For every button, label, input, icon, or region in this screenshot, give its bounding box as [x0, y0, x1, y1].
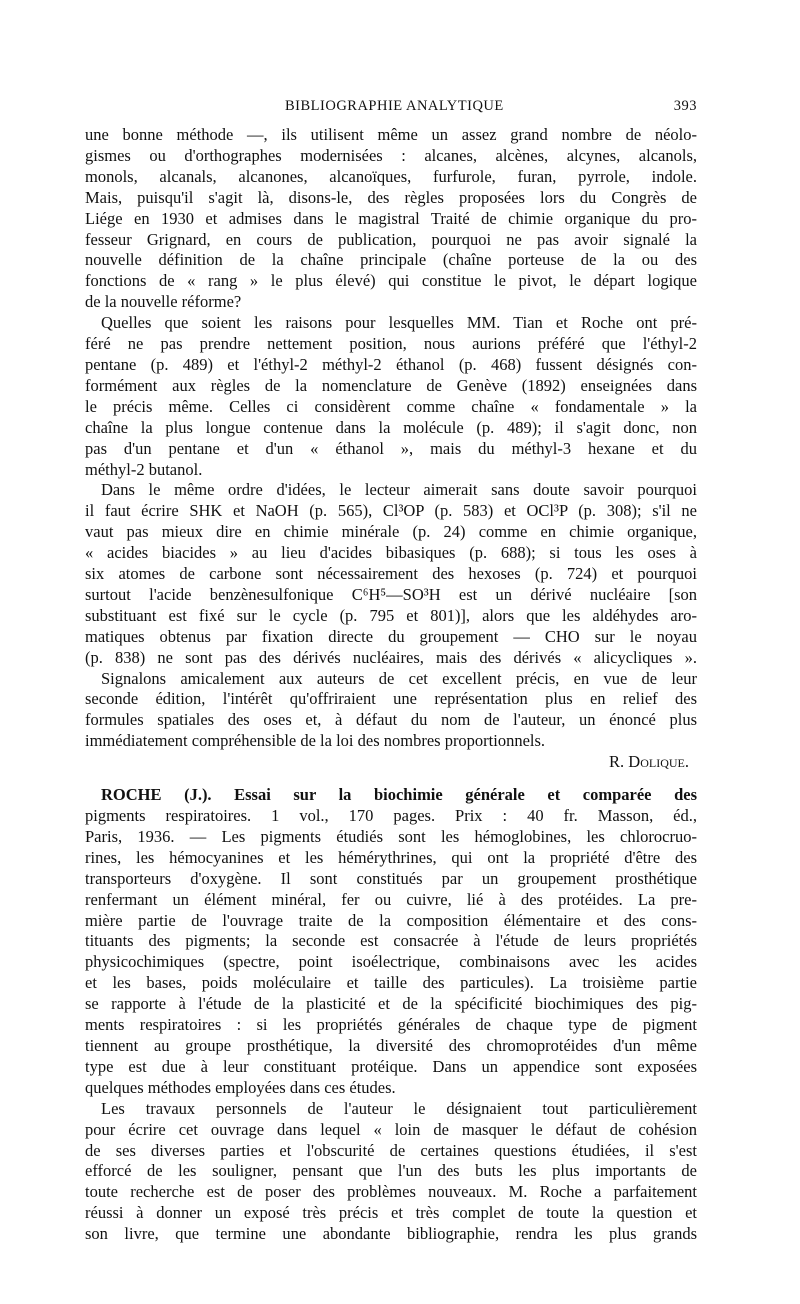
text-line: de la nouvelle réforme? — [85, 292, 242, 312]
text-line: son livre, que termine une abondante bibliographie, rendra les plus grands — [85, 1224, 697, 1244]
reviewer-signature: R. Dolique. — [609, 752, 689, 772]
text-line: six atomes de carbone sont nécessairement des hexoses (p. 724) et pourquoi — [85, 564, 697, 584]
text-line: fesseur Grignard, en cours de publication, pourquoi ne pas avoir signalé la — [85, 229, 697, 249]
text-line: se rapporte à l'étude de la plasticité et de la spécificité biochimiques des pig- — [85, 994, 697, 1014]
text-line: quelques méthodes employées dans ces études. — [85, 1077, 396, 1097]
text-line: pigments respiratoires. 1 vol., 170 pages. Prix : 40 fr. Masson, éd., — [85, 806, 697, 825]
text-line: formément aux règles de la nomenclature de Genève (1892) enseignées dans — [85, 375, 697, 395]
text-line: transporteurs d'oxygène. Il sont constitués par un groupement prosthétique — [85, 868, 697, 888]
text-line: Paris, 1936. — Les pigments étudiés sont les hémoglobines, les chlorocruo- — [85, 826, 697, 846]
text-line: mière partie de l'ouvrage traite de la composition élémentaire et des cons- — [85, 910, 697, 930]
text-line: physicochimiques (spectre, point isoélectrique, combinaisons avec les acides — [85, 952, 697, 972]
text-line: substituant est fixé sur le cycle (p. 795 et 801)], alors que les aldéhydes aro- — [85, 605, 697, 625]
text-line: Mais, puisqu'il s'agit là, disons-le, des règles proposées lors du Congrès de — [85, 187, 697, 207]
text-line: chaîne la plus longue contenue dans la molécule (p. 489); il s'agit donc, non — [85, 417, 697, 437]
text-line: pas d'un pentane et d'un « éthanol », mais du méthyl-3 hexane et du — [85, 438, 697, 458]
text-line: Quelles que soient les raisons pour lesquelles MM. Tian et Roche ont pré- — [101, 313, 697, 333]
text-line: Dans le même ordre d'idées, le lecteur aimerait sans doute savoir pourquoi — [101, 480, 697, 500]
text-line: le précis même. Celles ci considèrent comme chaîne « fondamentale » la — [85, 396, 697, 416]
text-line: « acides biacides » au lieu d'acides bibasiques (p. 688); si tous les oses à — [85, 543, 697, 563]
text-line: vaut pas mieux dire en chimie minérale (p. 24) comme en chimie organique, — [85, 522, 697, 542]
text-line: toute recherche est de poser des problèmes nouveaux. M. Roche a parfaitement — [85, 1182, 697, 1202]
text-line: il faut écrire SHK et NaOH (p. 565), Cl³OP (p. 583) et OCl³P (p. 308); s'il ne — [85, 501, 697, 521]
text-line: type est due à leur constituant protéique. Dans un appendice sont exposées — [85, 1056, 697, 1076]
text-line: immédiatement compréhensible de la loi des nombres proportionnels. — [85, 731, 546, 751]
text-line: réussi à donner un exposé très précis et très complet de toute la question et — [85, 1203, 697, 1223]
text-line: pentane (p. 489) et l'éthyl-2 méthyl-2 éthanol (p. 468) fussent désignés con- — [85, 354, 697, 374]
text-line: seconde édition, l'intérêt qu'offriraient une représentation plus en relief des — [85, 689, 697, 709]
text-line: formules spatiales des oses et, à défaut du nom de l'auteur, un énoncé plus — [85, 710, 697, 730]
review-heading: ROCHE (J.). Essai sur la biochimie générale et comparée des — [101, 785, 697, 805]
text-line: fonctions de « rang » le plus élevé) qui constitue le pivot, le départ logique — [85, 271, 697, 291]
text-line: Signalons amicalement aux auteurs de cet excellent précis, en vue de leur — [101, 668, 697, 688]
document-page — [85, 98, 697, 1245]
review-roche — [85, 785, 697, 1245]
text-line: de ses diverses parties et l'obscurité de certaines questions étudiées, il s'est — [85, 1140, 697, 1160]
text-line: pour écrire cet ouvrage dans lequel « loin de masquer le défaut de cohésion — [85, 1119, 697, 1139]
text-line: nouvelle définition de la chaîne principale (chaîne porteuse de la ou des — [85, 250, 697, 270]
text-line: monols, alcanals, alcanones, alcanoïques, furfurole, furan, pyrrole, indole. — [85, 166, 697, 186]
text-line: (p. 838) ne sont pas des dérivés nucléaires, mais des dérivés « alicycliques ». — [85, 647, 697, 667]
text-line: méthyl-2 butanol. — [85, 459, 203, 479]
text-line: tituants des pigments; la seconde est consacrée à l'étude de leurs propriétés — [85, 931, 697, 951]
section-gap — [85, 773, 697, 785]
running-header — [85, 98, 697, 115]
text-line: gismes ou d'orthographes modernisées : alcanes, alcènes, alcynes, alcanols, — [85, 145, 697, 165]
text-line: et les bases, poids moléculaire et taille des particules). La troisième partie — [85, 973, 697, 993]
text-line: tiennent au groupe prosthétique, la diversité des chromoprotéides d'un même — [85, 1035, 697, 1055]
text-line: Les travaux personnels de l'auteur le désignaient tout particulièrement — [101, 1098, 697, 1118]
text-line: une bonne méthode —, ils utilisent même un assez grand nombre de néolo- — [85, 125, 697, 144]
text-line: Liége en 1930 et admises dans le magistral Traité de chimie organique du pro- — [85, 208, 697, 228]
text-line: ments respiratoires : si les propriétés générales de chaque type de pigment — [85, 1015, 697, 1035]
text-line: renfermant un élément minéral, fer ou cuivre, lié à des protéides. La pre- — [85, 889, 697, 909]
text-line: féré ne pas prendre nettement position, nous aurions préféré que l'éthyl-2 — [85, 334, 697, 354]
running-title: BIBLIOGRAPHIE ANALYTIQUE — [284, 98, 504, 114]
page-number: 393 — [673, 98, 697, 114]
text-line: efforcé de les souligner, pensant que l'un des buts les plus importants de — [85, 1161, 697, 1181]
text-line: surtout l'acide benzènesulfonique C⁶H⁵—SO³H est un dérivé nucléaire [son — [85, 584, 697, 604]
text-line: rines, les hémocyanines et les hémérythrines, qui ont la propriété d'être des — [85, 847, 697, 867]
review-dolique — [85, 125, 697, 773]
text-line: matiques obtenus par fixation directe du groupement — CHO sur le noyau — [85, 626, 697, 646]
